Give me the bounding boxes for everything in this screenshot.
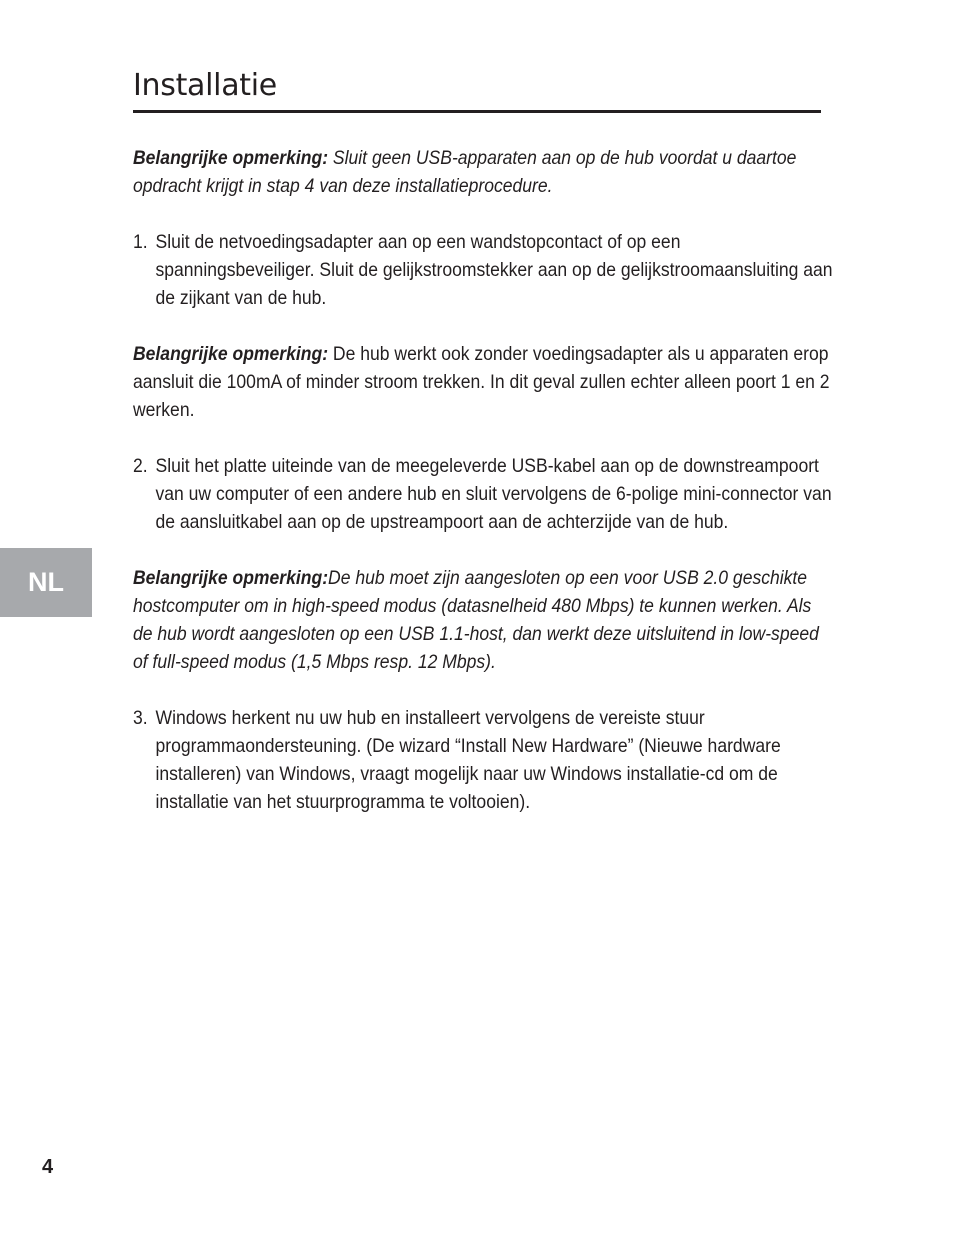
title-rule [133, 110, 821, 113]
step-1 [133, 228, 833, 312]
step-text: Sluit het platte uiteinde van de meegeleverde USB-kabel aan op de downstreampoort van uw computer of een andere hub en sluit vervolgens de 6-polige mini-connector van de aansluitkabel aan op de upstreampoort aan de achterzijde van de hub. [155, 455, 832, 533]
important-note-3 [133, 564, 833, 676]
step-number: 3. [133, 707, 148, 729]
step-text: Sluit de netvoedingsadapter aan op een wandstopcontact of op een spanningsbeveiliger. Sluit de gelijkstroomstekker aan op de gelijkstroomaansluiting aan de zijkant van de hub. [155, 231, 833, 309]
important-note-1 [133, 144, 833, 200]
page-number: 4 [42, 1156, 54, 1178]
step-2 [133, 452, 833, 536]
note-label: Belangrijke opmerking: [133, 567, 329, 589]
note-text: De hub moet zijn aangesloten op een voor USB 2.0 geschikte hostcomputer om in high-speed modus (datasnelheid 480 Mbps) te kunnen werken. Als de hub wordt aangesloten op een USB 1.1-host, dan werkt deze uitsluitend in low-speed of full-speed modus (1,5 Mbps resp. 12 Mbps). [133, 567, 819, 673]
note-text: Sluit geen USB-apparaten aan op de hub voordat u daartoe opdracht krijgt in stap 4 van deze installatieprocedure. [133, 147, 797, 197]
note-label: Belangrijke opmerking: [133, 343, 329, 365]
step-number: 1. [133, 231, 148, 253]
step-3 [133, 704, 833, 816]
note-label: Belangrijke opmerking: [133, 147, 329, 169]
step-number: 2. [133, 455, 148, 477]
page-title: Installatie [133, 68, 277, 103]
important-note-2 [133, 340, 833, 424]
step-text: Windows herkent nu uw hub en installeert vervolgens de vereiste stuur programmaondersteuning. (De wizard “Install New Hardware” (Nieuwe hardware installeren) van Windows, vraagt mogelijk naar uw Windows installatie-cd om de installatie van het stuurprogramma te voltooien). [155, 707, 781, 813]
note-text: De hub werkt ook zonder voedingsadapter als u apparaten erop aansluit die 100mA of minder stroom trekken. In dit geval zullen echter alleen poort 1 en 2 werken. [133, 343, 830, 421]
language-tab-label: NL [28, 567, 64, 597]
language-tab [0, 548, 92, 617]
main-content [133, 144, 833, 844]
